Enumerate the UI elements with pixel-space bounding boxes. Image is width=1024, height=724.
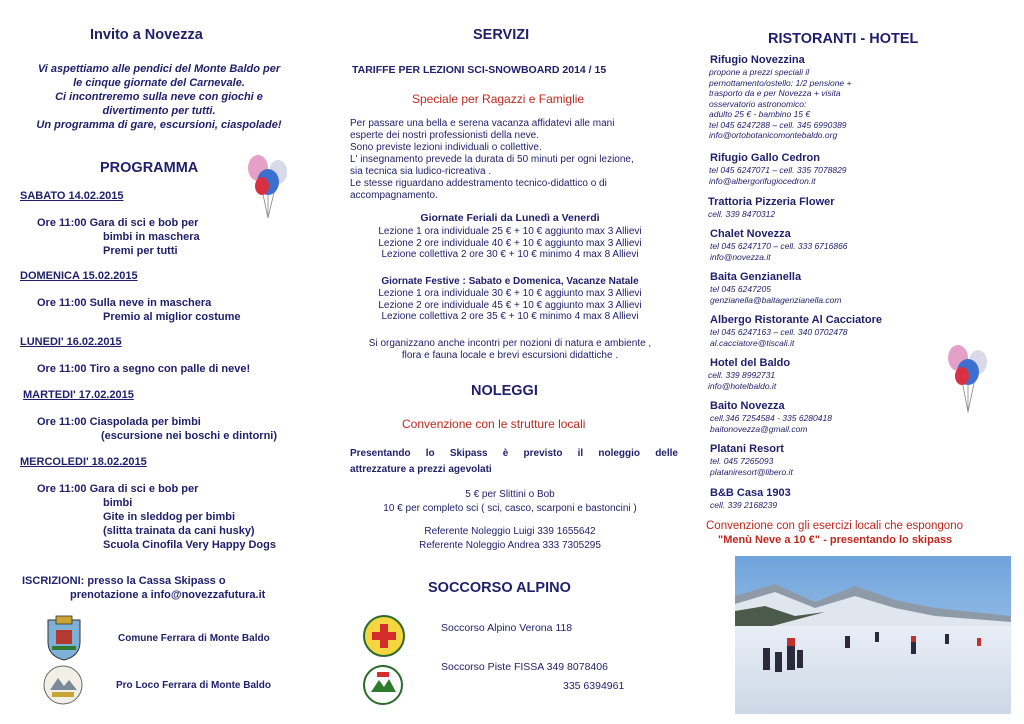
soccorso-title: SOCCORSO ALPINO — [428, 580, 571, 596]
proloco-logo-icon — [42, 664, 84, 706]
intro-text: Vi aspettiamo alle pendici del Monte Baldo per le cinque giornate del Carnevale. Ci incontreremo sulla neve con giochi e divertimento per tutti. Un programma di gare, escursioni, ciaspolade! — [36, 63, 282, 131]
venue-name: Rifugio Novezzina — [710, 54, 805, 66]
day-event: Ore 11:00 Tiro a segno con palle di neve! — [37, 363, 251, 375]
day-date: LUNEDI' 16.02.2015 — [20, 336, 122, 348]
ski-slope-photo — [735, 556, 1011, 714]
balloons-icon — [238, 150, 298, 220]
venue-name: Albergo Ristorante Al Cacciatore — [710, 314, 882, 326]
soccorso-piste-phone: 335 6394961 — [563, 680, 625, 692]
day-event: Ore 11:00 Sulla neve in maschera Premio al miglior costume — [37, 297, 241, 323]
ristoranti-title: RISTORANTI - HOTEL — [768, 31, 919, 47]
noleggi-referenti: Referente Noleggio Luigi 339 1655642 Referente Noleggio Andrea 333 7305295 — [419, 526, 601, 551]
invito-title: Invito a Novezza — [90, 27, 203, 43]
venue-name: Trattoria Pizzeria Flower — [708, 196, 835, 208]
noleggi-prezzi: 5 € per Slittini o Bob 10 € per completo sci ( sci, casco, scarponi e bastoncini ) — [383, 489, 637, 514]
convenzione-subtitle: Convenzione con le strutture locali — [402, 417, 586, 431]
venue-info: tel 045 6247163 – cell. 340 0702478 al.cacciatore@tiscali.it — [710, 327, 848, 348]
venue-name: B&B Casa 1903 — [710, 487, 791, 499]
day-event: Ore 11:00 Gara di sci e bob per bimbi in maschera Premi per tutti — [37, 217, 200, 257]
presentando-text: Presentando lo Skipass è previsto il noleggio delle attrezzature a prezzi agevolati — [350, 448, 678, 475]
servizi-title: SERVIZI — [473, 27, 530, 43]
venue-info: tel 045 6247071 – cell. 335 7078829 info@albergorifugiocedron.it — [709, 165, 847, 186]
speciale-subtitle: Speciale per Ragazzi e Famiglie — [412, 92, 585, 106]
venue-name: Chalet Novezza — [710, 228, 791, 240]
venue-info: cell. 339 2168239 — [710, 500, 778, 510]
feriali-list: Lezione 1 ora individuale 25 € + 10 € aggiunto max 3 Allievi Lezione 2 ore individuale 40 € + 10 € aggiunto max 3 Allievi Lezione collettiva 2 ore 30 € + 10 € minimo 4 max 8 Allievi — [378, 226, 642, 260]
day-date: MERCOLEDI' 18.02.2015 — [20, 456, 147, 468]
programma-title: PROGRAMMA — [100, 160, 199, 176]
day-date: SABATO 14.02.2015 — [20, 190, 124, 202]
soccorso-piste-logo-icon — [362, 664, 404, 706]
soccorso-alpino-logo-icon — [362, 614, 406, 658]
venue-info: tel. 045 7265093 plataniresort@libero.it — [710, 456, 793, 477]
menu-neve-offer: "Menù Neve a 10 €" - presentando lo skipass — [718, 534, 953, 546]
convenzione-locali: Convenzione con gli esercizi locali che espongono — [706, 520, 963, 532]
day-date: DOMENICA 15.02.2015 — [20, 270, 138, 282]
soccorso-alpino-text: Soccorso Alpino Verona 118 — [441, 622, 573, 634]
noleggi-title: NOLEGGI — [471, 383, 538, 399]
comune-label: Comune Ferrara di Monte Baldo — [118, 633, 270, 644]
festive-title: Giornate Festive : Sabato e Domenica, Vacanze Natale — [381, 276, 639, 287]
ristoranti-column — [700, 0, 1024, 724]
organizzano-text: Si organizzano anche incontri per nozioni di natura e ambiente , flora e fauna locale e brevi escursioni didattiche . — [368, 338, 652, 361]
venue-info: tel 045 6247170 – cell. 333 6716866 info@novezza.it — [710, 241, 848, 262]
venue-name: Baita Genzianella — [710, 271, 802, 283]
festive-list: Lezione 1 ora individuale 30 € + 10 € aggiunto max 3 Allievi Lezione 2 ore individuale 45 € + 10 € aggiunto max 3 Allievi Lezione collettiva 2 ore 35 € + 10 € minimo 4 max 8 Allievi — [378, 288, 642, 322]
venue-info: cell. 339 8992731 info@hotelbaldo.it — [708, 370, 777, 391]
servizi-column — [340, 0, 680, 724]
venue-info: tel 045 6247205 genzianella@baitagenzianella.com — [710, 284, 842, 305]
day-event: Ore 11:00 Gara di sci e bob per bimbi Gite in sleddog per bimbi (slitta trainata da cani husky) Scuola Cinofila Very Happy Dogs — [37, 483, 276, 551]
venue-info: propone a prezzi speciali il pernottamento/ostello: 1/2 pensione + trasporto da e per Novezza + visita osservatorio astronomico: adulto 25 € - bambino 15 € tel 045 6247288 – cell. 345 6990389 info@ortobotanicomontebaldo.org — [709, 67, 852, 140]
venue-name: Platani Resort — [710, 443, 784, 455]
soccorso-piste-text: Soccorso Piste FISSA 349 8078406 — [441, 661, 608, 673]
programma-column — [0, 0, 330, 724]
day-date: MARTEDI' 17.02.2015 — [23, 389, 134, 401]
venue-info: cell. 339 8470312 — [708, 209, 776, 219]
balloons-icon — [940, 338, 996, 414]
day-event: Ore 11:00 Ciaspolada per bimbi (escursione nei boschi e dintorni) — [37, 416, 278, 442]
venue-name: Hotel del Baldo — [710, 357, 791, 369]
servizi-paragraph: Per passare una bella e serena vacanza affidatevi alle mani esperte dei nostri professionisti della neve. Sono previste lezioni individuali o collettive. L' insegnamento prevede la durata di 50 minuti per ogni lezione, sia tecnica sia ludico-ricreativa . Le stesse riguardano addestramento tecnico-didattico o di accompagnamento. — [350, 118, 634, 201]
proloco-label: Pro Loco Ferrara di Monte Baldo — [116, 680, 272, 691]
iscrizioni-text: ISCRIZIONI: presso la Cassa Skipass o prenotazione a info@novezzafutura.it — [22, 575, 266, 601]
feriali-title: Giornate Feriali da Lunedì a Venerdì — [420, 212, 600, 224]
comune-crest-icon — [42, 614, 86, 662]
venue-name: Baito Novezza — [710, 400, 785, 412]
venue-name: Rifugio Gallo Cedron — [710, 152, 820, 164]
tariffe-title: TARIFFE PER LEZIONI SCI-SNOWBOARD 2014 / 15 — [352, 64, 607, 76]
venue-info: cell.346 7254584 - 335 6280418 baitonovezza@gmail.com — [710, 413, 832, 434]
